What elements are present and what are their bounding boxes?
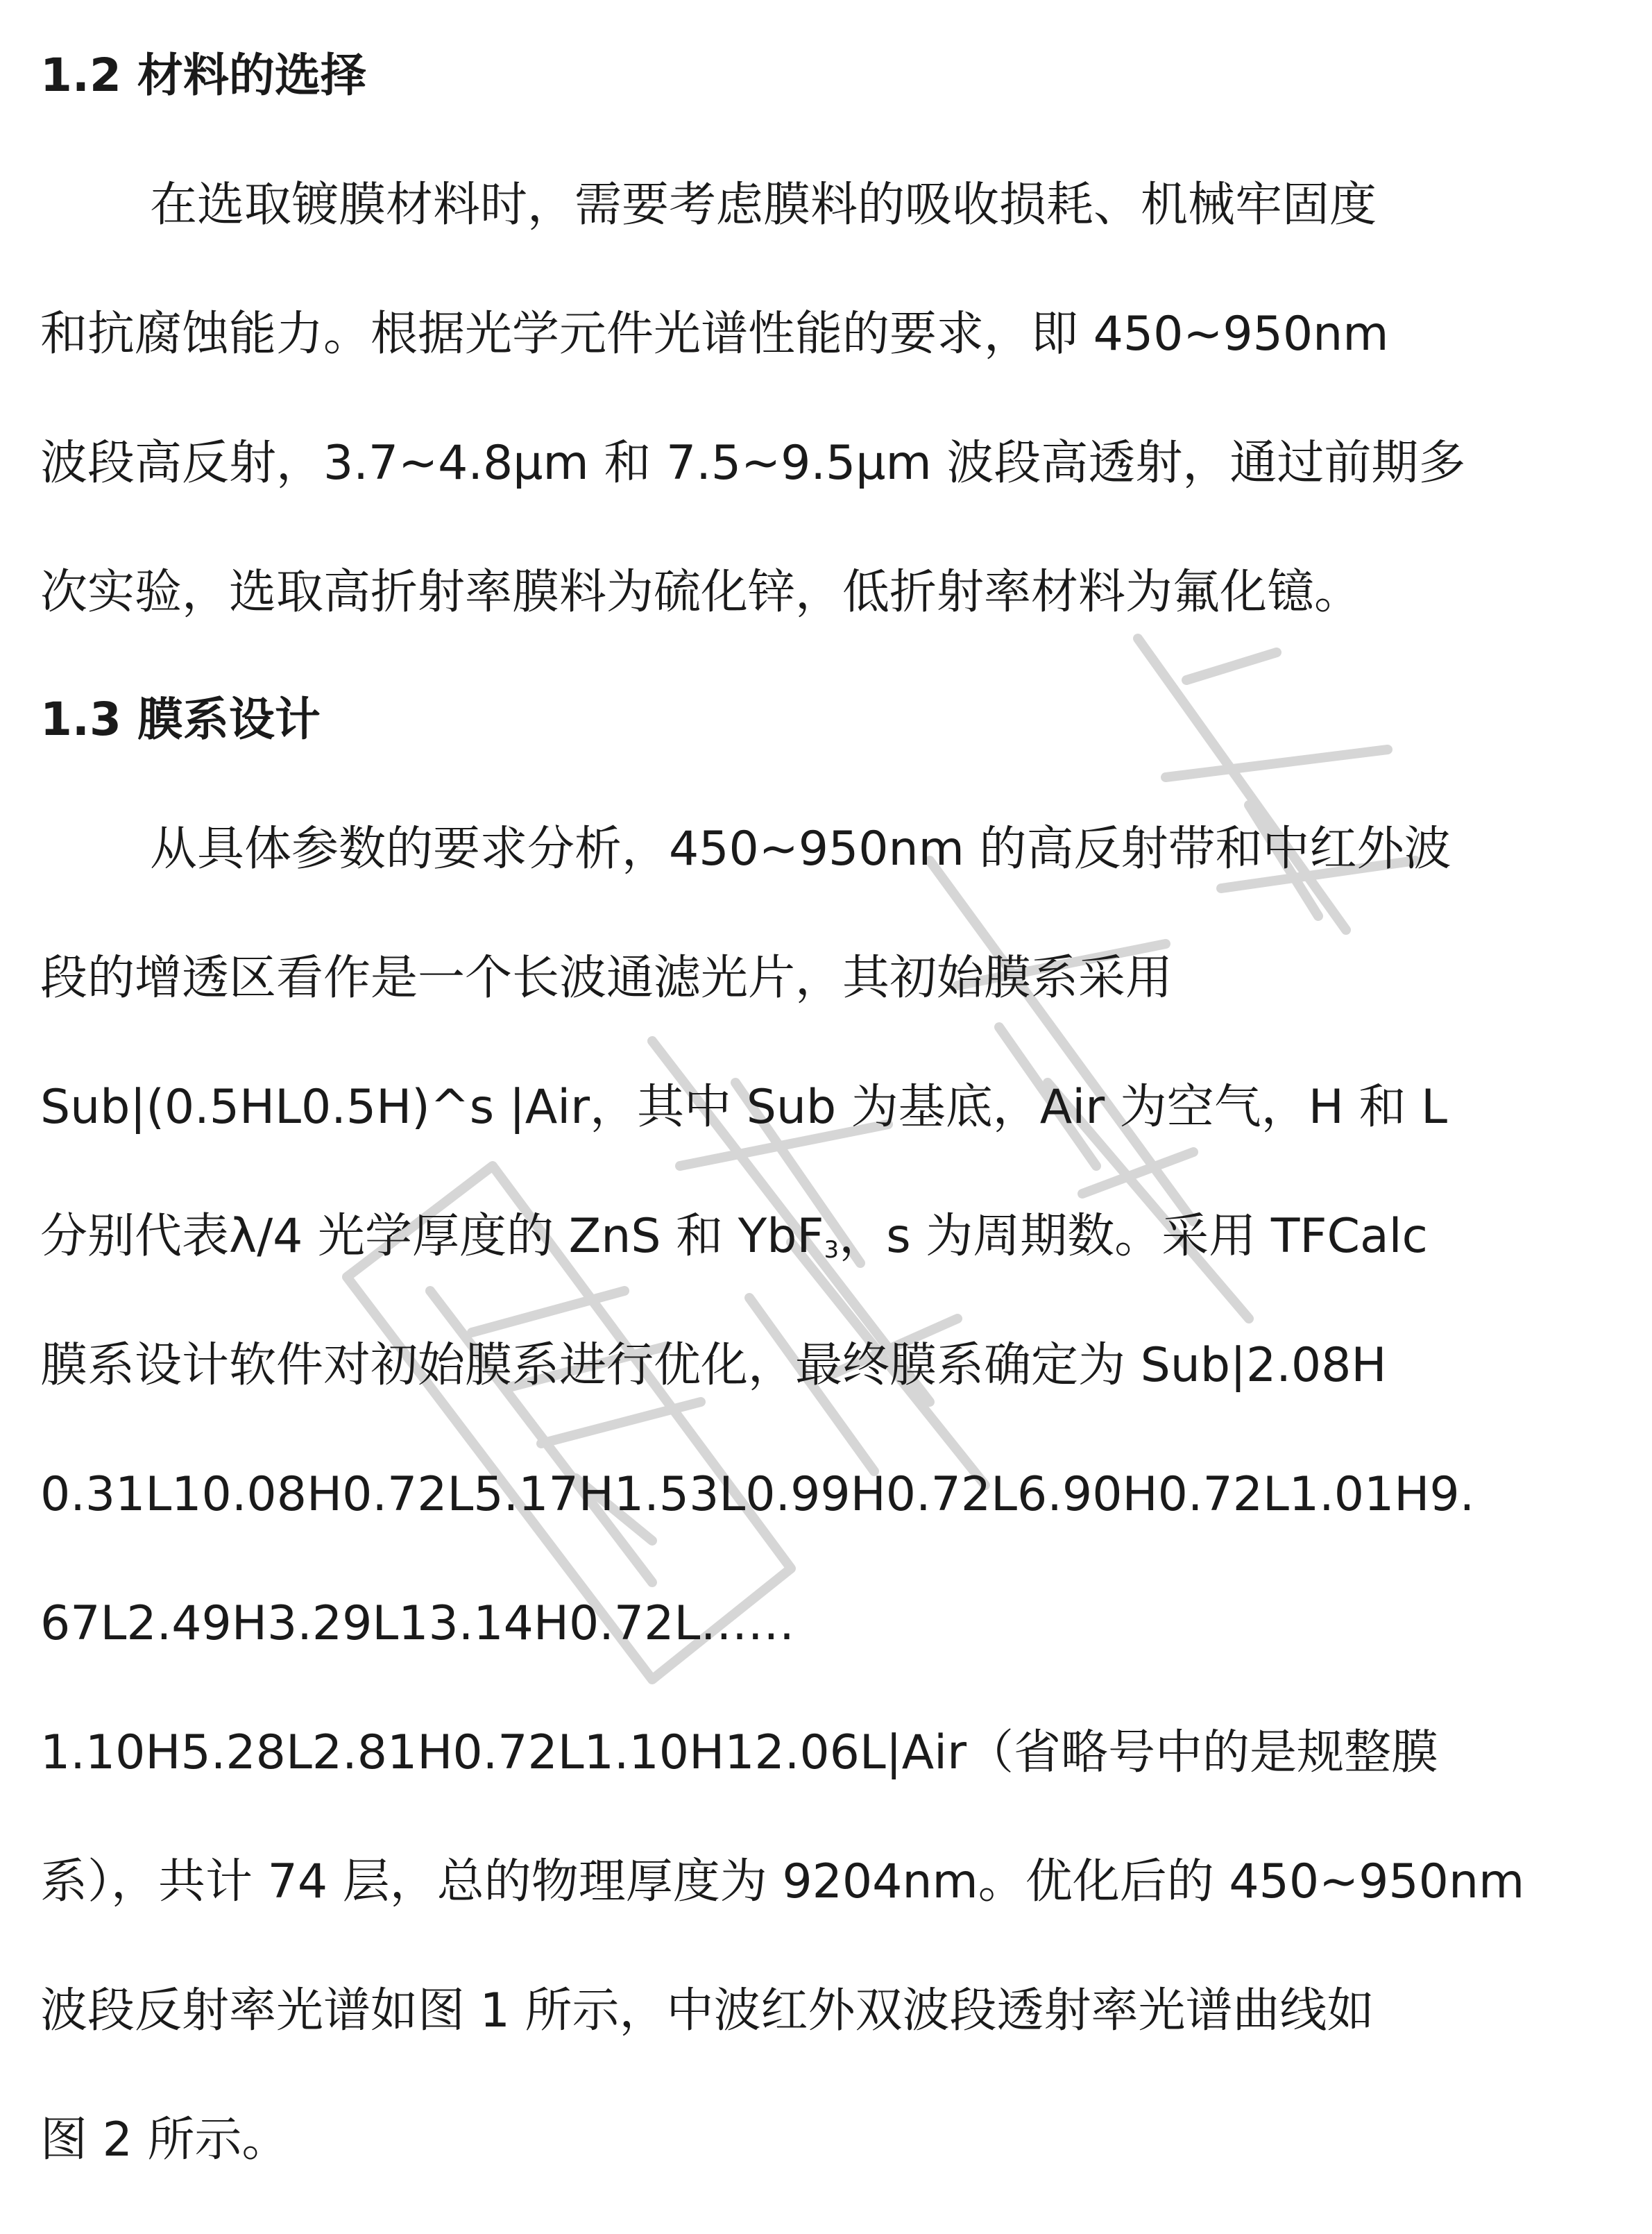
paragraph-line: 在选取镀膜材料时，需要考虑膜料的吸收损耗、机械牢固度 <box>150 178 1377 232</box>
paragraph-line: 次实验，选取高折射率膜料为硫化锌，低折射率材料为氟化镱。 <box>40 565 1362 620</box>
paragraph-line: 0.31L10.08H0.72L5.17H1.53L0.99H0.72L6.90H0.72L1.01H9. <box>40 1467 1475 1522</box>
text-segment: 分别代表λ/4 光学厚度的 ZnS 和 YbF <box>40 1209 824 1264</box>
paragraph-line: 和抗腐蚀能力。根据光学元件光谱性能的要求，即 450~950nm <box>40 307 1389 362</box>
paragraph-line: Sub|(0.5HL0.5H)^s |Air，其中 Sub 为基底，Air 为空气，H 和 L <box>40 1080 1448 1135</box>
paragraph-line: 膜系设计软件对初始膜系进行优化，最终膜系确定为 Sub|2.08H <box>40 1338 1387 1393</box>
paragraph-line: 67L2.49H3.29L13.14H0.72L…… <box>40 1596 795 1651</box>
paragraph-line: 波段反射率光谱如图 1 所示，中波红外双波段透射率光谱曲线如 <box>40 1983 1374 2038</box>
subscript-3: 3 <box>824 1236 840 1264</box>
paragraph-line: 段的增透区看作是一个长波通滤光片，其初始膜系采用 <box>40 951 1173 1006</box>
paragraph-line: 波段高反射，3.7~4.8μm 和 7.5~9.5μm 波段高透射，通过前期多 <box>40 436 1466 491</box>
paragraph-line: 1.10H5.28L2.81H0.72L1.10H12.06L|Air（省略号中的是规整膜 <box>40 1725 1439 1780</box>
section-1-3-heading: 1.3 膜系设计 <box>40 693 321 746</box>
section-1-2-heading: 1.2 材料的选择 <box>40 49 366 102</box>
paragraph-line: 系），共计 74 层，总的物理厚度为 9204nm。优化后的 450~950nm <box>40 1854 1525 1909</box>
paragraph-line-ybf3 <box>40 1209 1428 1264</box>
paragraph-line: 图 2 所示。 <box>40 2113 289 2167</box>
text-segment: ，s 为周期数。采用 TFCalc <box>839 1209 1428 1264</box>
paragraph-line: 从具体参数的要求分析，450~950nm 的高反射带和中红外波 <box>150 822 1451 877</box>
